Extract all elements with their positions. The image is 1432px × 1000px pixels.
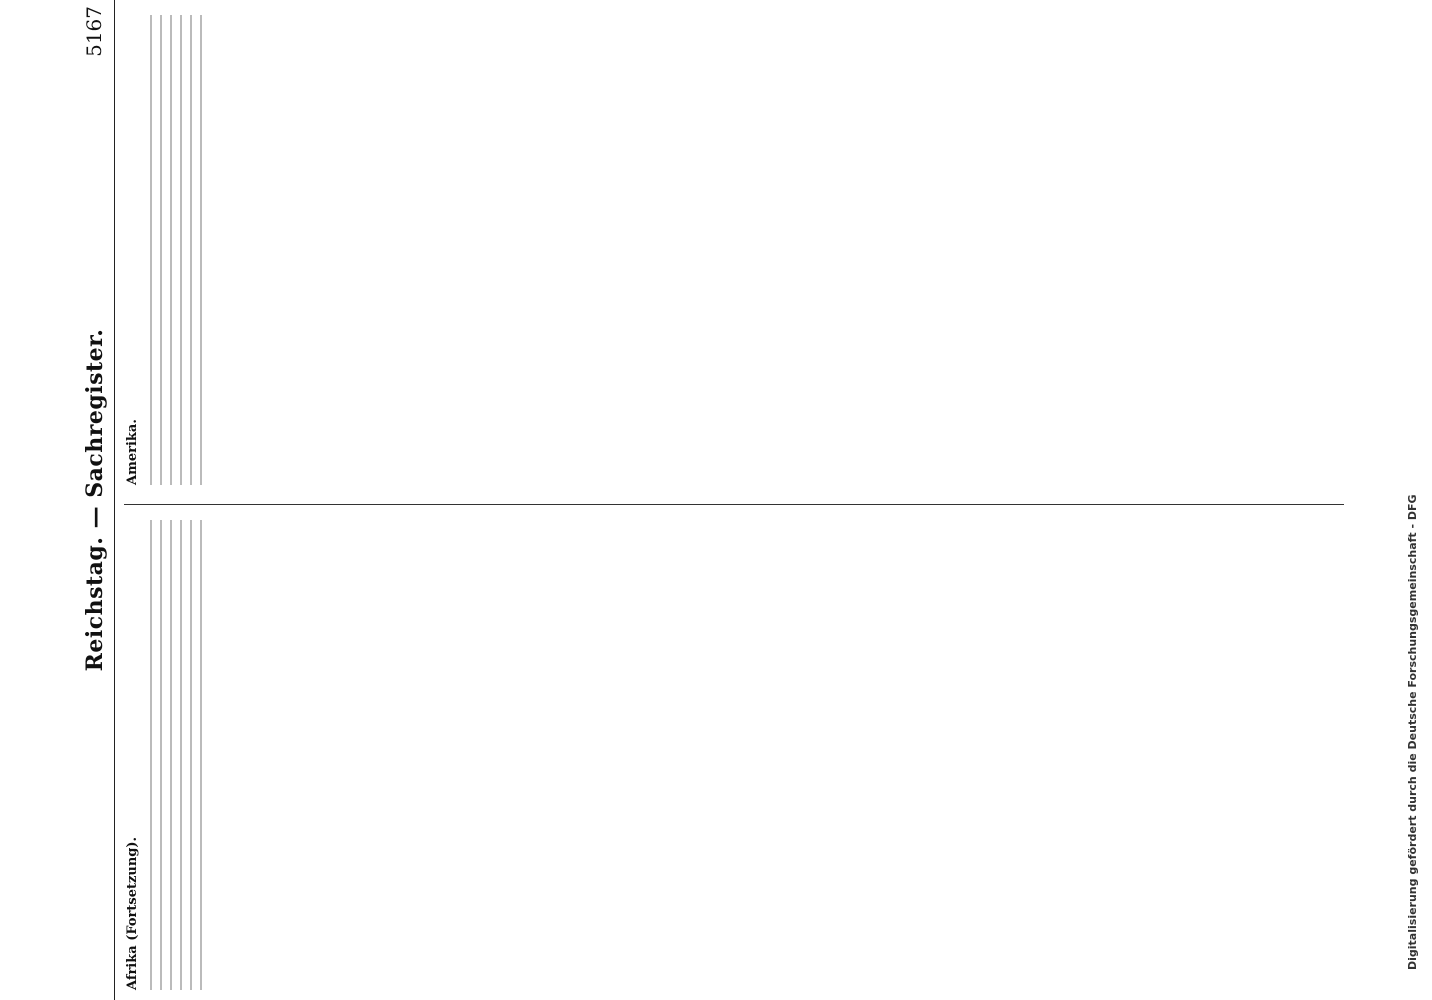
right-column-text-placeholder <box>150 15 202 485</box>
page-title: Reichstag. — Sachregister. <box>82 328 108 672</box>
running-head <box>74 0 115 1000</box>
left-column <box>124 520 1344 990</box>
right-column-first-heading: Amerika. <box>125 419 140 485</box>
left-column-text-placeholder <box>150 520 202 990</box>
scanned-page <box>64 0 1364 1000</box>
dfg-credit-text: Digitalisierung gefördert durch die Deutsche Forschungsgemeinschaft - DFG <box>1406 494 1419 970</box>
right-column <box>124 15 1344 485</box>
page-number: 5167 <box>82 6 106 57</box>
left-column-first-heading: Afrika (Fortsetzung). <box>125 836 140 990</box>
column-divider <box>124 504 1344 505</box>
dfg-credit <box>1406 70 1426 970</box>
